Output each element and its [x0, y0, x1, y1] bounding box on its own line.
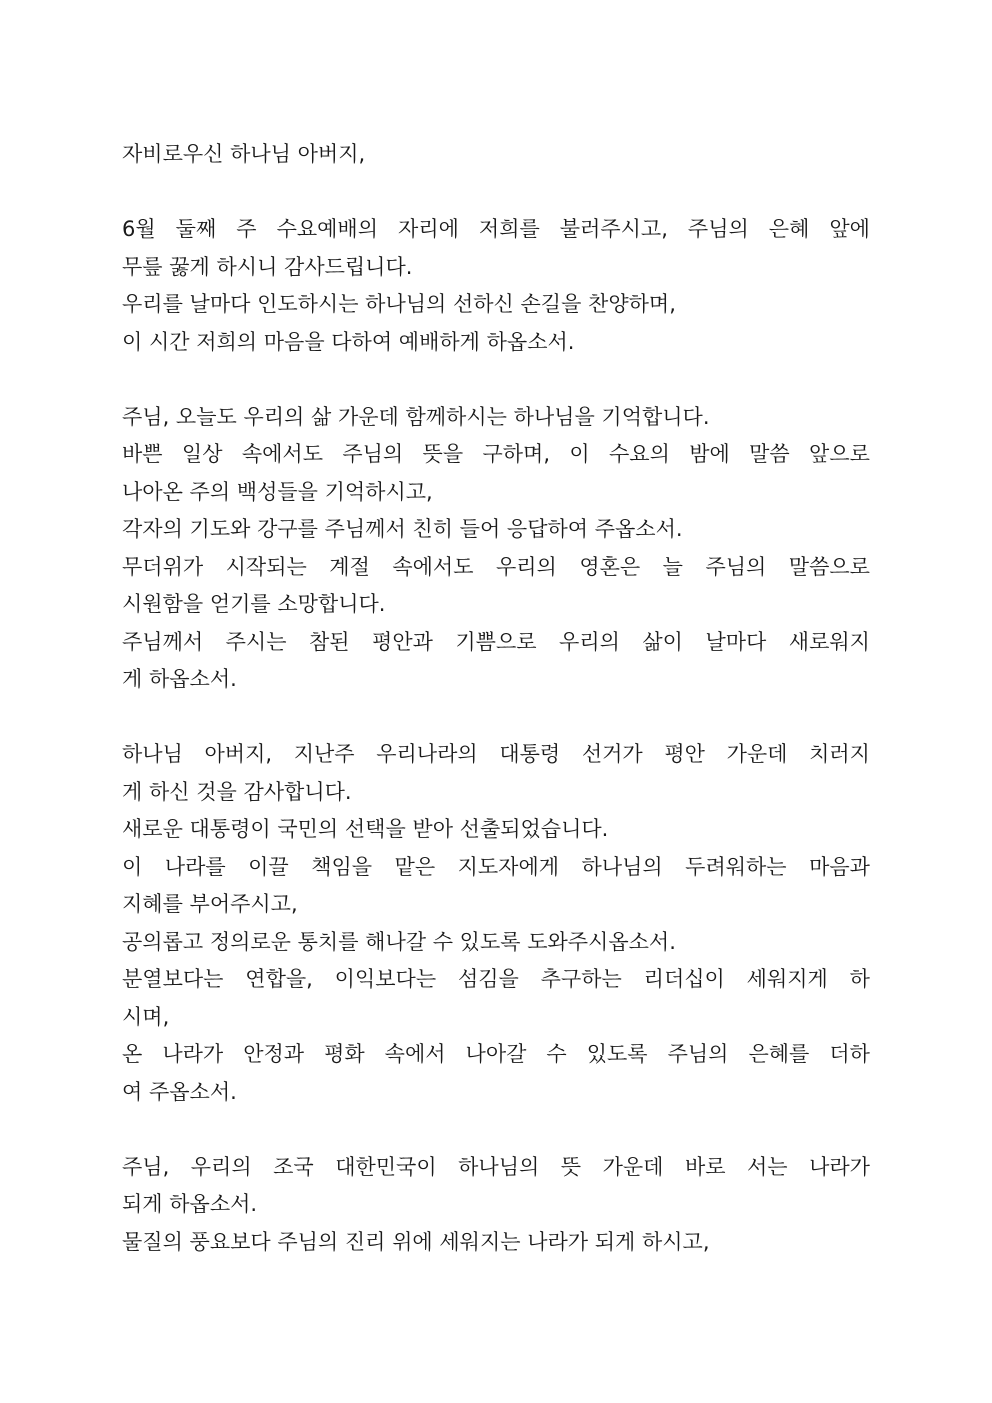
text-line: 하나님 아버지, 지난주 우리나라의 대통령 선거가 평안 가운데 치러지	[122, 742, 870, 766]
text-line: 물질의 풍요보다 주님의 진리 위에 세워지는 나라가 되게 하시고,	[122, 1229, 710, 1254]
text-line: 되게 하옵소서.	[122, 1192, 258, 1216]
paragraph-spacer	[122, 1111, 870, 1149]
text-line: 무더위가 시작되는 계절 속에서도 우리의 영혼은 늘 주님의 말씀으로	[122, 554, 870, 579]
text-line: 게 하신 것을 감사합니다.	[122, 779, 352, 804]
paragraph	[122, 1149, 870, 1262]
text-line: 이 나라를 이끌 책임을 맡은 지도자에게 하나님의 두려워하는 마음과	[122, 854, 870, 879]
text-line: 분열보다는 연합을, 이익보다는 섬김을 추구하는 리더십이 세워지게 하	[122, 967, 870, 991]
text-line: 각자의 기도와 강구를 주님께서 친히 들어 응답하여 주옵소서.	[122, 517, 683, 541]
text-line: 지혜를 부어주시고,	[122, 892, 298, 916]
paragraph	[122, 736, 870, 1111]
text-line: 게 하옵소서.	[122, 667, 237, 691]
text-line: 여 주옵소서.	[122, 1079, 237, 1104]
text-line: 공의롭고 정의로운 통치를 해나갈 수 있도록 도와주시옵소서.	[122, 929, 676, 954]
text-line: 주님, 오늘도 우리의 삶 가운데 함께하시는 하나님을 기억합니다.	[122, 404, 710, 429]
paragraph-spacer	[122, 699, 870, 737]
text-line: 나아온 주의 백성들을 기억하시고,	[122, 479, 433, 504]
paragraph	[122, 211, 870, 361]
paragraph-spacer	[122, 174, 870, 212]
text-line: 6월 둘째 주 수요예배의 자리에 저희를 불러주시고, 주님의 은혜 앞에	[122, 217, 870, 241]
text-line: 이 시간 저희의 마음을 다하여 예배하게 하옵소서.	[122, 329, 575, 354]
text-line: 자비로우신 하나님 아버지,	[122, 142, 366, 166]
text-line: 시며,	[122, 1004, 170, 1029]
text-line: 주님께서 주시는 참된 평안과 기쁨으로 우리의 삶이 날마다 새로워지	[122, 629, 870, 654]
text-line: 무릎 꿇게 하시니 감사드립니다.	[122, 254, 413, 279]
text-line: 주님, 우리의 조국 대한민국이 하나님의 뜻 가운데 바로 서는 나라가	[122, 1154, 870, 1179]
text-line: 우리를 날마다 인도하시는 하나님의 선하신 손길을 찬양하며,	[122, 292, 676, 316]
paragraph-spacer	[122, 361, 870, 399]
text-line: 새로운 대통령이 국민의 선택을 받아 선출되었습니다.	[122, 817, 609, 841]
paragraph	[122, 399, 870, 699]
prayer-text-body	[122, 136, 870, 1261]
paragraph	[122, 136, 870, 174]
text-line: 바쁜 일상 속에서도 주님의 뜻을 구하며, 이 수요의 밤에 말씀 앞으로	[122, 442, 870, 466]
text-line: 시원함을 얻기를 소망합니다.	[122, 592, 386, 616]
text-line: 온 나라가 안정과 평화 속에서 나아갈 수 있도록 주님의 은혜를 더하	[122, 1042, 870, 1066]
